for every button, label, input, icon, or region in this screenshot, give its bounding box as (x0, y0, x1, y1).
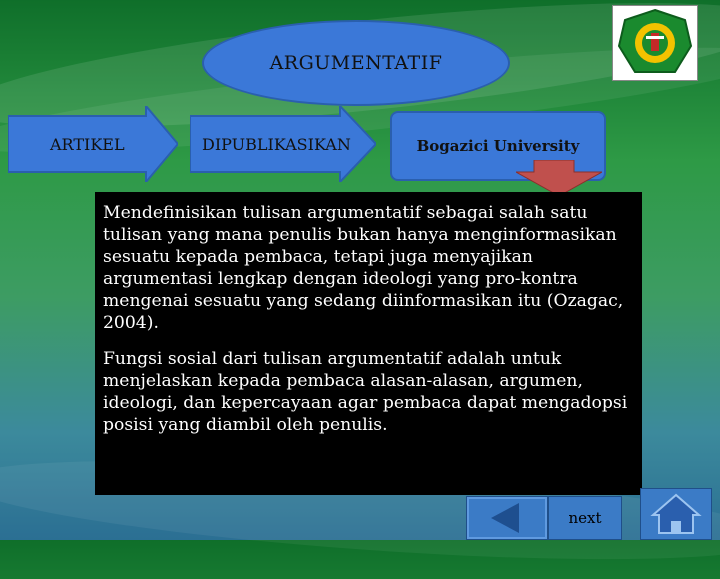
paragraph-function: Fungsi sosial dari tulisan argumentatif adalah untuk menjelaskan kepada pembaca alasan-alasan, argumen, ideologi, dan kepercayaan agar pembaca dapat mengadopsi posisi yang diambil oleh penulis. (103, 349, 628, 435)
slide-title (202, 20, 510, 106)
paragraph-definition: Mendefinisikan tulisan argumentatif sebagai salah satu tulisan yang mana penulis bukan hanya menginformasikan sesuatu kepada pembaca, tetapi juga menyajikan argumentasi lengkap dengan ideologi yang pro-kontra mengenai sesuatu yang sedang diinformasikan itu (Ozagac, 2004). (103, 203, 624, 333)
flow-label-bogazici: Bogazici University (416, 137, 580, 155)
content-box (95, 192, 642, 495)
down-arrow-icon (516, 160, 602, 196)
triangle-left-icon (467, 497, 547, 539)
flow-label-dipublikasikan: DIPUBLIKASIKAN (202, 134, 351, 154)
home-button[interactable] (640, 488, 712, 540)
next-label: next (568, 509, 602, 527)
university-crest-logo (613, 6, 697, 80)
slide-title-text: ARGUMENTATIF (269, 52, 443, 74)
back-button[interactable] (466, 496, 548, 540)
flow-label-artikel: ARTIKEL (50, 134, 125, 154)
next-button[interactable] (548, 496, 622, 540)
university-logo (612, 5, 698, 81)
house-icon (641, 489, 711, 539)
